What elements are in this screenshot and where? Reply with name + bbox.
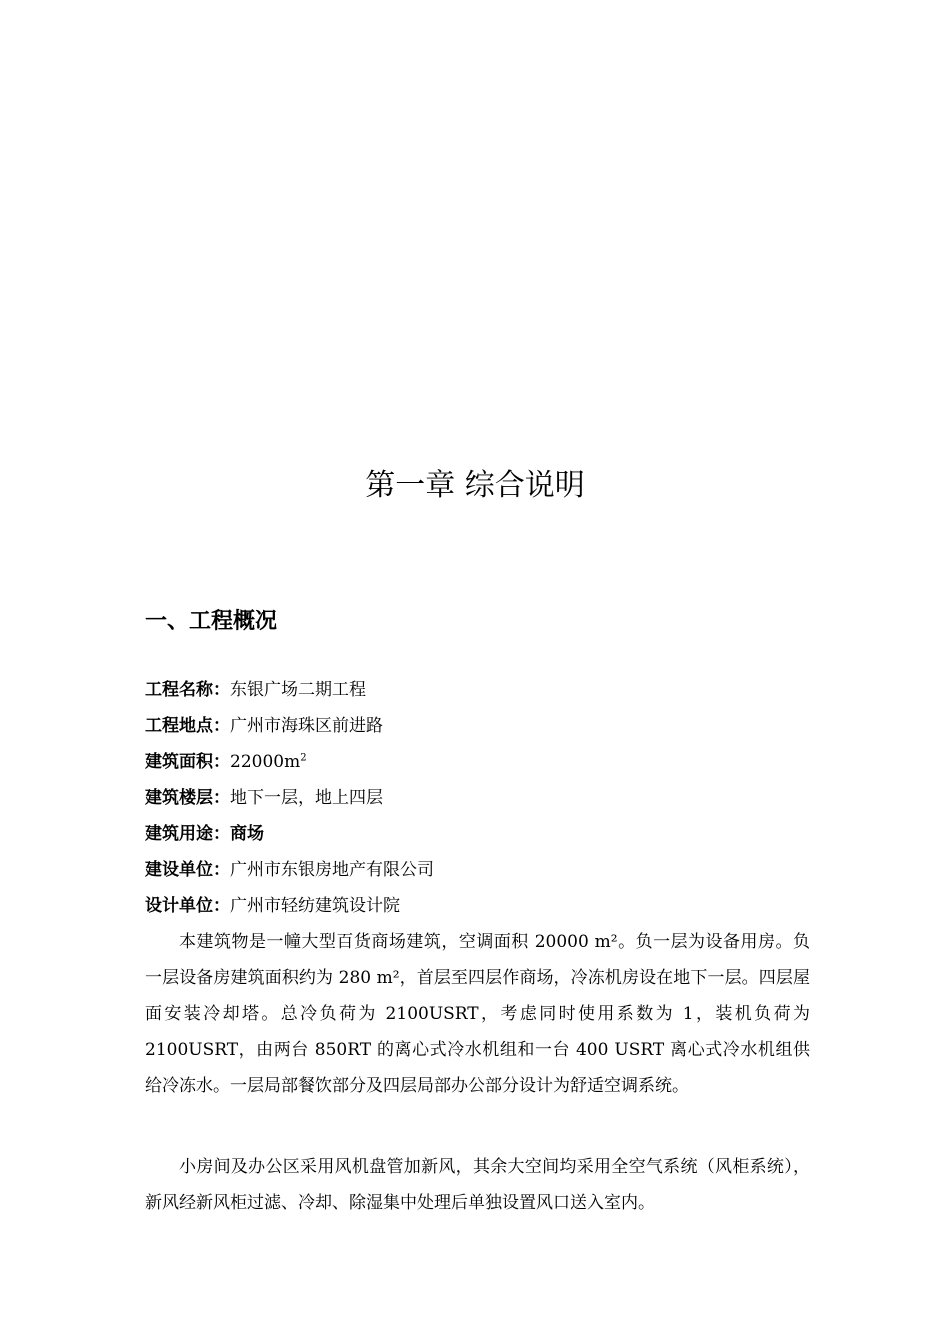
paragraph-building-overview: 本建筑物是一幢大型百货商场建筑，空调面积 20000 m²。负一层为设备用房。负一层设备房建筑面积约为 280 m²，首层至四层作商场，冷冻机房设在地下一层。四层屋面安装冷却塔。总冷负荷为 2100USRT，考虑同时使用系数为 1，装机负荷为 2100USRT，由两台 850RT 的离心式冷水机组和一台 400 USRT 离心式冷水机组供给冷冻水。一层局部餐饮部分及四层局部办公部分设计为舒适空调系统。 [145, 932, 810, 1096]
construction-unit-label: 建设单位： [145, 860, 230, 880]
info-row-project-name [145, 672, 810, 708]
construction-unit-value: 广州市东银房地产有限公司 [230, 860, 434, 880]
info-row-construction-unit [145, 852, 810, 888]
design-unit-label: 设计单位： [145, 896, 230, 916]
paragraph-air-system: 小房间及办公区采用风机盘管加新风，其余大空间均采用全空气系统（风柜系统），新风经新风柜过滤、冷却、除湿集中处理后单独设置风口送入室内。 [145, 1157, 810, 1213]
building-use-value: 商场 [230, 824, 264, 844]
design-unit-value: 广州市轻纺建筑设计院 [230, 896, 400, 916]
building-area-label: 建筑面积： [145, 752, 230, 772]
info-row-building-area [145, 744, 810, 780]
section-title: 一、工程概况 [145, 609, 278, 634]
project-info-list [145, 672, 810, 924]
info-row-building-floors [145, 780, 810, 816]
project-location-value: 广州市海珠区前进路 [230, 716, 383, 736]
building-floors-label: 建筑楼层： [145, 788, 230, 808]
building-area-superscript: 2 [300, 752, 307, 764]
info-row-building-use [145, 816, 810, 852]
building-area-value [230, 752, 307, 772]
project-name-label: 工程名称： [145, 680, 230, 700]
building-use-label: 建筑用途： [145, 824, 230, 844]
project-location-label: 工程地点： [145, 716, 230, 736]
info-row-design-unit [145, 888, 810, 924]
building-floors-value: 地下一层，地上四层 [230, 788, 383, 808]
info-row-project-location [145, 708, 810, 744]
project-name-value: 东银广场二期工程 [230, 680, 366, 700]
chapter-title: 第一章 综合说明 [365, 468, 585, 503]
building-area-number: 22000m [230, 752, 301, 772]
